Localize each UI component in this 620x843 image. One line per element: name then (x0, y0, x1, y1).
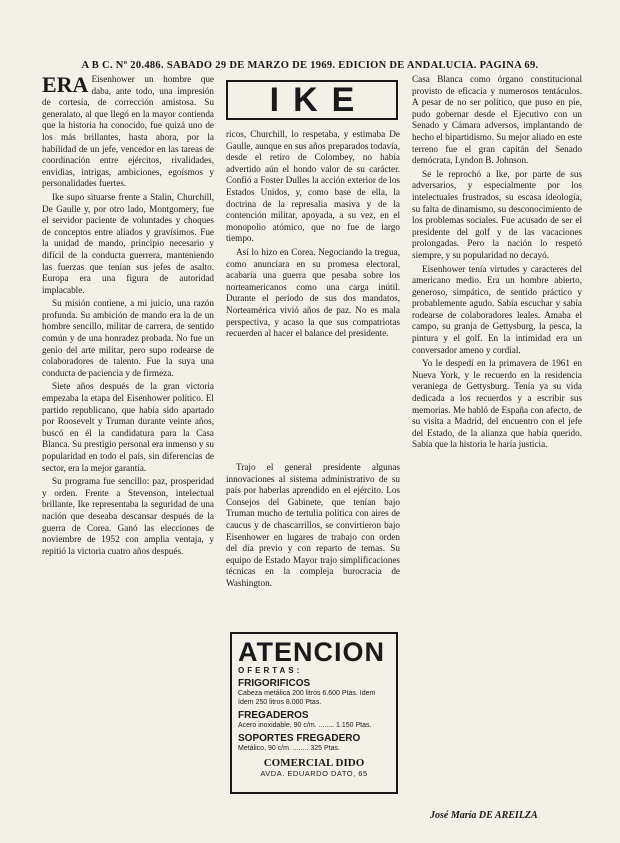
article-paragraph: Trajo el general presidente algunas innovaciones al sistema administrativo de su país por haberlas aprendido en el ejército. Los Consejos del Gabinete, que tenían bajo Truman mucho de tertulia política con aires de caucus y de chascarrillos, se convirtieron bajo Eisenhower en lugares de trabajo con orden del día previo y con reparto de temas. Su equipo de Estado Mayor trajo simplificaciones técnicas en la compleja burocracia de Washington. (226, 462, 400, 588)
article-paragraph: Yo le despedí en la primavera de 1961 en Nueva York, y le recuerdo en la residencia veraniega de Gettysburg. Tenía ya su vida dedicada a los recuerdos y a escribir sus memorias. Me habló de España con afecto, de su visita a Madrid, del encuentro con el jefe del Estado, de la alianza que había querido. Sabía que la historia le haría justicia. (412, 358, 582, 450)
article-paragraph: ERA Eisenhower un hombre que daba, ante todo, una impresión de cortesía, de corrección amistosa. Su generalato, al que llegó en la mayor contienda que la historia ha conocido, fue quizá uno de los más brillantes, hasta ahora, por la habilidad de un jefe, vencedor en las tareas de coordinación entre ejércitos, rivalidades, envidias, intrigas, ambiciones, egoísmos y personalidades fuertes. (42, 74, 214, 189)
ad-product: FREGADEROS (238, 710, 309, 721)
ad-address: AVDA. EDUARDO DATO, 65 (260, 769, 368, 778)
article-paragraph: Su misión contiene, a mi juicio, una razón profunda. Su ambición de mando era la de un hombre sencillo, militar de carrera, de sentido común y de una honradez probada. No fue un genio del arte militar, pero supo rodearse de colaboradores de talento. Fue la suya una conducta de paciencia y de firmeza. (42, 298, 214, 378)
article-column-2 (226, 129, 400, 455)
article-paragraph: Casa Blanca como órgano constitucional provisto de eficacia y numerosos tentáculos. A pesar de no ser político, que puso en pie, pudo gobernar desde el Ejecutivo con un Senado y Cámara adversos, implantando de hecho el bipartidismo. Su mejor aliado en este terreno fue el gran capitán del Senado demócrata, Lyndon B. Johnson. (412, 74, 582, 166)
ad-headline: ATENCION (238, 637, 385, 667)
article-column-3 (412, 74, 582, 816)
author-signature: José María DE AREILZA (430, 810, 538, 821)
advertisement (230, 632, 398, 794)
article-column-1 (42, 74, 214, 816)
ad-product-detail: Acero inoxidable, 90 c/m. ........ 1.150 Ptas. (238, 722, 372, 729)
article-paragraph: ricos, Churchill, lo respetaba, y estimaba De Gaulle, aunque en sus años preparados todavía, desde el retiro de Colombey, no había advertido aún el hondo valor de su carácter. Confió a Foster Dulles la acción exterior de los Estados Unidos, y, como base de ella, la doctrina de la represalia masiva y de la contención militar, apoyada, a su vez, en el monopolio atómico, que no fue de largo tiempo. (226, 129, 400, 244)
page-header: A B C. Nº 20.486. SABADO 29 DE MARZO DE 1969. EDICION DE ANDALUCIA. PAGINA 69. (81, 60, 539, 71)
article-paragraph: Así lo hizo en Corea. Negociando la tregua, como anunciara en su promesa electoral, acabaría una guerra que pesaba sobre los norteamericanos como una carga inútil. Durante el período de sus dos mandatos, Norteamérica vivió años de paz. No es mala perspectiva, y acaso la que sus compatriotas recuerden al hacer el balance del presidente. (226, 246, 400, 339)
ad-product: SOPORTES FREGADERO (238, 733, 361, 744)
article-paragraph: Su programa fue sencillo: paz, prosperidad y orden. Frente a Stevenson, intelectual brillante, Ike representaba la seguridad de una nación que deseaba descansar después de la guerra de Corea. Ganó las elecciones de noviembre de 1952 con amplia ventaja, y repitió la victoria cuatro años después. (42, 476, 214, 556)
ad-subhead: OFERTAS: (238, 666, 303, 675)
article-paragraph: Se le reprochó a Ike, por parte de sus adversarios, y especialmente por los intelectuales frustrados, su escasa ideología, su falta de dinamismo, su desconocimiento de los problemas sociales. Fue acusado de ser el presidente del golf y de las vacaciones prolongadas. Pero la nación lo respetó siempre, y su popularidad no decayó. (412, 168, 582, 260)
article-title-box (226, 80, 398, 120)
ad-product-detail: Metálico, 90 c/m. ........ 325 Ptas. (238, 745, 340, 752)
article-title: IKE (269, 80, 369, 119)
ad-product: FRIGORIFICOS (238, 678, 311, 689)
article-column-2-lower (226, 462, 400, 628)
ad-brand: COMERCIAL DIDO (263, 757, 365, 769)
article-paragraph: Ike supo situarse frente a Stalin, Churchill, De Gaulle y, por otro lado, Montgomery, fue el servidor paciente de voluntades y choques de conceptos entre aliados y gravísimos. Fue la unidad de mando, principio necesario y difícil de la conducta guerrera, manteniendo las fuerzas que tenían sus jefes de asalto. Europa era una figura de autoridad implacable. (42, 191, 214, 295)
article-paragraph: Eisenhower tenía virtudes y caracteres del americano medio. Era un hombre abierto, generoso, simpático, de sentido práctico y probablemente agudo. Sabía escuchar y sabía rodearse de colaboradores leales. Amaba el campo, su granja de Gettysburg, la pesca, la pintura y el golf. En la intimidad era un conversador ameno y cordial. (412, 263, 582, 355)
ad-product-detail: Cabeza metálica 200 litros 6.600 Ptas. Idem ídem 250 litros 8.000 Ptas. (238, 690, 376, 706)
article-paragraph: Siete años después de la gran victoria empezaba la etapa del Eisenhower político. El partido republicano, que había sido apartado por Roosevelt y Truman durante veinte años, buscó en él la candidatura para la Casa Blanca. Su prestigio personal era inmenso y su popularidad en todo el país, sin diferencias de sector, era la mejor garantía. (42, 381, 214, 473)
